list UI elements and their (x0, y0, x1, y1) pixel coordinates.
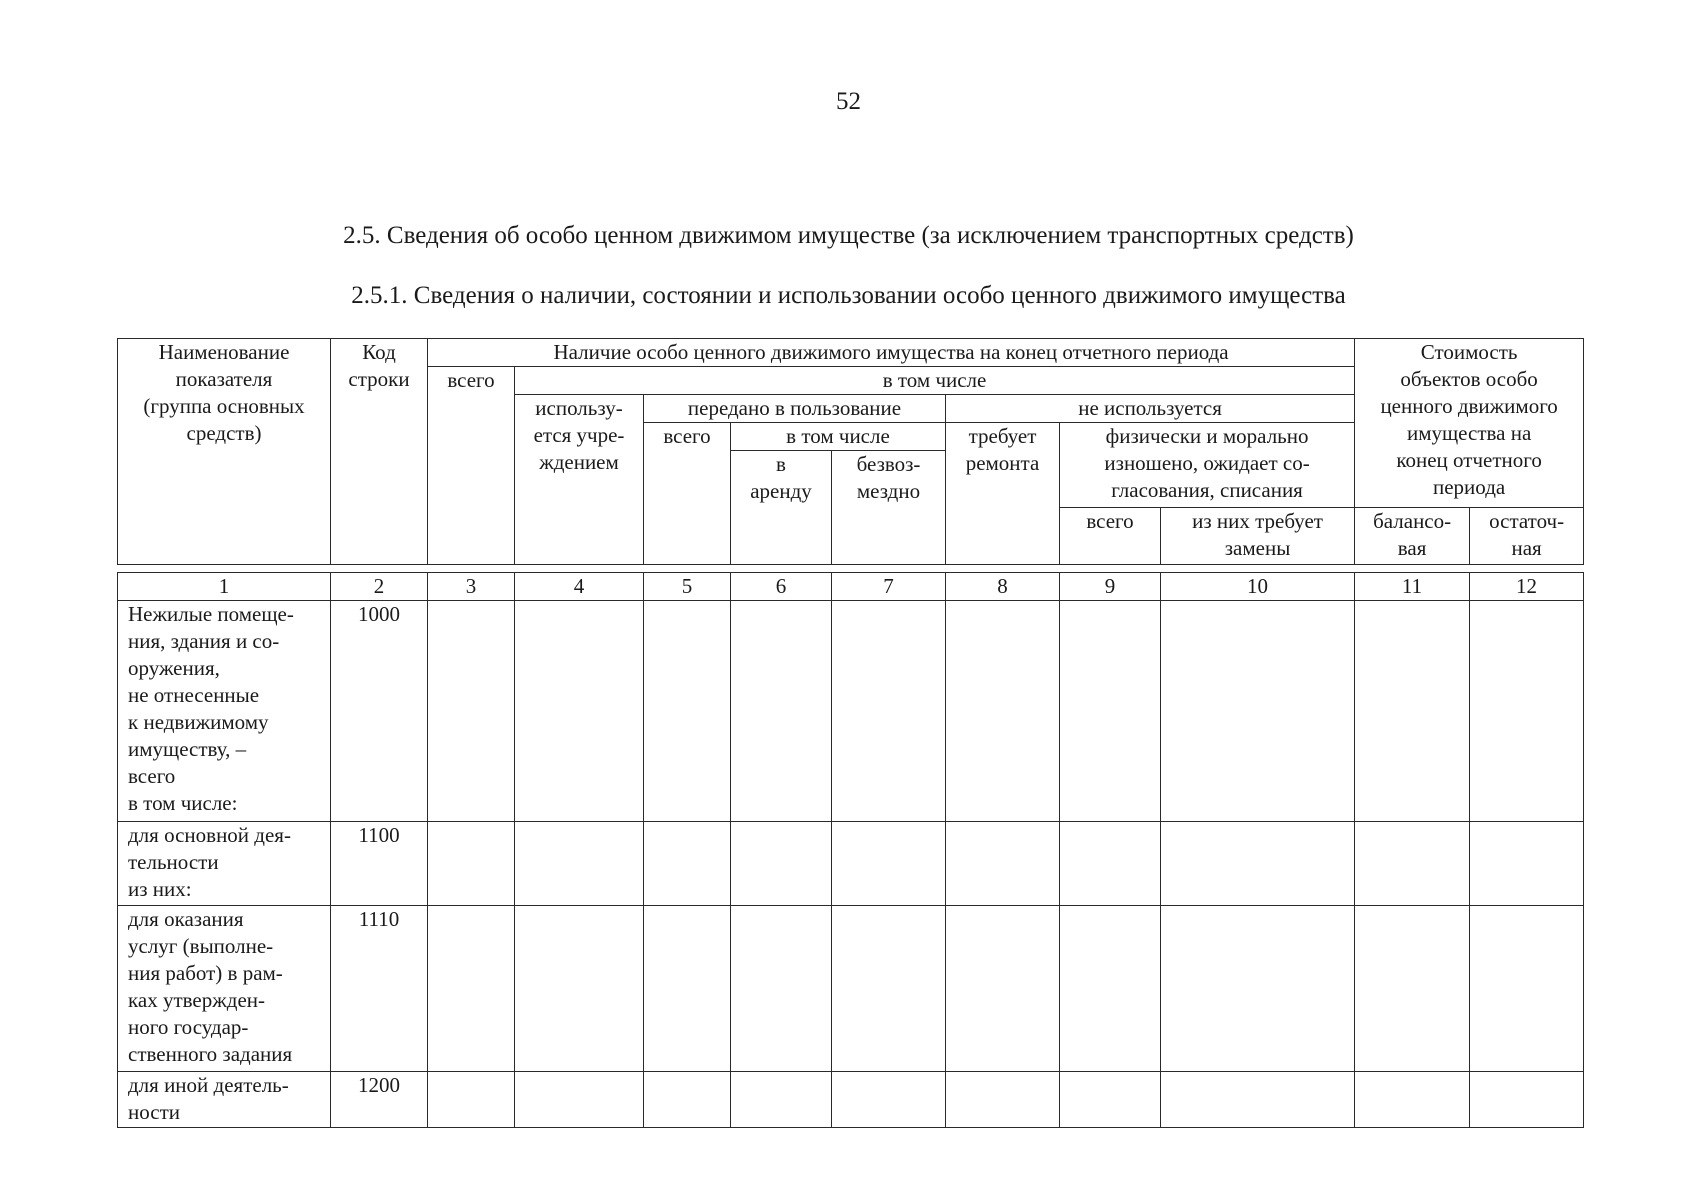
column-number: 1 (118, 573, 331, 601)
page-number: 52 (836, 88, 861, 115)
empty-cell (1470, 1072, 1584, 1128)
empty-cell (1355, 1072, 1470, 1128)
column-number: 2 (331, 573, 428, 601)
empty-cell (515, 1072, 644, 1128)
empty-cell (946, 1072, 1060, 1128)
column-number: 5 (644, 573, 731, 601)
header-table (117, 338, 1584, 565)
header-code: Код строки (331, 339, 428, 565)
column-number: 4 (515, 573, 644, 601)
column-number: 6 (731, 573, 832, 601)
empty-cell (1161, 1072, 1355, 1128)
empty-cell (515, 906, 644, 1072)
data-table (117, 572, 1584, 1128)
column-number: 10 (1161, 573, 1355, 601)
empty-cell (1161, 601, 1355, 822)
header-including: в том числе (515, 367, 1355, 395)
table-row (118, 601, 1584, 822)
empty-cell (644, 1072, 731, 1128)
section-title: 2.5. Сведения об особо ценном движимом имуществе (за исключением транспортных средств) (343, 222, 1354, 249)
column-number: 11 (1355, 573, 1470, 601)
column-number: 3 (428, 573, 515, 601)
empty-cell (1470, 906, 1584, 1072)
empty-cell (644, 822, 731, 906)
header-residual-value: остаточ- ная (1470, 508, 1584, 565)
empty-cell (946, 822, 1060, 906)
empty-cell (1060, 601, 1161, 822)
empty-cell (1470, 601, 1584, 822)
header-book-value: балансо- вая (1355, 508, 1470, 565)
empty-cell (1161, 906, 1355, 1072)
row-code: 1100 (331, 822, 428, 906)
empty-cell (1355, 906, 1470, 1072)
empty-cell (946, 601, 1060, 822)
column-number: 9 (1060, 573, 1161, 601)
empty-cell (731, 1072, 832, 1128)
header-worn-out: физически и морально изношено, ожидает со- гласования, списания (1060, 423, 1355, 508)
row-name: для иной деятель- ности (118, 1072, 331, 1128)
header-needs-repair: требует ремонта (946, 423, 1060, 565)
header-transferred-total: всего (644, 423, 731, 565)
empty-cell (832, 1072, 946, 1128)
empty-cell (428, 822, 515, 906)
empty-cell (1355, 822, 1470, 906)
row-code: 1110 (331, 906, 428, 1072)
empty-cell (644, 601, 731, 822)
empty-cell (428, 1072, 515, 1128)
header-free-use: безвоз- мездно (832, 451, 946, 565)
header-transferred: передано в пользование (644, 395, 946, 423)
column-number-row (118, 573, 1584, 601)
empty-cell (1470, 822, 1584, 906)
row-code: 1000 (331, 601, 428, 822)
empty-cell (515, 822, 644, 906)
header-transferred-including: в том числе (731, 423, 946, 451)
header-cost: Стоимость объектов особо ценного движимого имущества на конец отчетного периода (1355, 339, 1584, 508)
empty-cell (428, 601, 515, 822)
subsection-title: 2.5.1. Сведения о наличии, состоянии и использовании особо ценного движимого имущества (351, 282, 1346, 309)
header-availability: Наличие особо ценного движимого имущества на конец отчетного периода (428, 339, 1355, 367)
row-name: для оказания услуг (выполне- ния работ) в рам- ках утвержден- ного государ- ственного задания (118, 906, 331, 1072)
empty-cell (731, 822, 832, 906)
empty-cell (1060, 822, 1161, 906)
empty-cell (731, 906, 832, 1072)
row-name: Нежилые помеще- ния, здания и со- оружения, не отнесенные к недвижимому имуществу, – всего в том числе: (118, 601, 331, 822)
empty-cell (832, 906, 946, 1072)
table-row (118, 1072, 1584, 1128)
column-number: 8 (946, 573, 1060, 601)
row-code: 1200 (331, 1072, 428, 1128)
empty-cell (1161, 822, 1355, 906)
header-total: всего (428, 367, 515, 565)
header-worn-replace: из них требует замены (1161, 508, 1355, 565)
column-number: 7 (832, 573, 946, 601)
header-worn-total: всего (1060, 508, 1161, 565)
row-name: для основной дея- тельности из них: (118, 822, 331, 906)
empty-cell (1060, 1072, 1161, 1128)
empty-cell (1060, 906, 1161, 1072)
header-rent: в аренду (731, 451, 832, 565)
empty-cell (1355, 601, 1470, 822)
header-not-used: не используется (946, 395, 1355, 423)
empty-cell (731, 601, 832, 822)
table-row (118, 822, 1584, 906)
empty-cell (832, 822, 946, 906)
table-row (118, 906, 1584, 1072)
empty-cell (428, 906, 515, 1072)
header-used-by-institution: использу- ется учре- ждением (515, 395, 644, 565)
column-number: 12 (1470, 573, 1584, 601)
empty-cell (644, 906, 731, 1072)
empty-cell (832, 601, 946, 822)
header-name: Наименование показателя (группа основных средств) (118, 339, 331, 565)
empty-cell (946, 906, 1060, 1072)
empty-cell (515, 601, 644, 822)
